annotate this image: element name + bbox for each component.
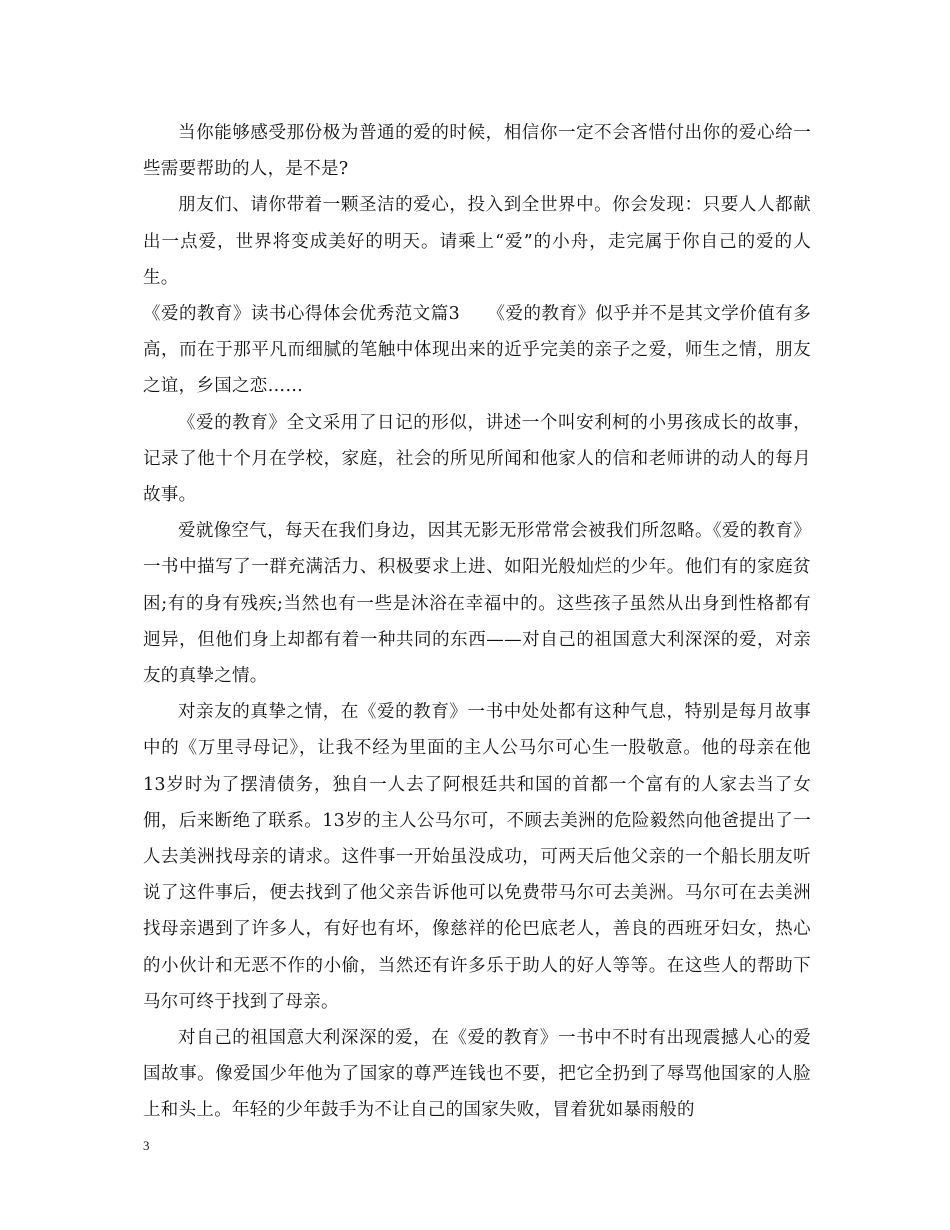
document-body [143, 115, 811, 1129]
paragraph-4: 《爱的教育》全文采用了日记的形似，讲述一个叫安利柯的小男孩成长的故事，记录了他十个月在学校，家庭，社会的所见所闻和他家人的信和老师讲的动人的每月故事。 [143, 412, 811, 506]
paragraph-7: 对自己的祖国意大利深深的爱，在《爱的教育》一书中不时有出现震撼人心的爱国故事。像爱国少年他为了国家的尊严连钱也不要，把它全扔到了辱骂他国家的人脸上和头上。年轻的少年鼓手为不让自己的国家失败，冒着犹如暴雨般的 [143, 1028, 811, 1121]
paragraph-6: 对亲友的真挚之情，在《爱的教育》一书中处处都有这种气息，特别是每月故事中的《万里寻母记》，让我不经为里面的主人公马尔可心生一股敬意。他的母亲在他13岁时为了摆清债务，独自一人去了阿根廷共和国的首都一个富有的人家去当了女佣，后来断绝了联系。13岁的主人公马尔可，不顾去美洲的危险毅然向他爸提出了一人去美洲找母亲的请求。这件事一开始虽没成功，可两天后他父亲的一个船长朋友听说了这件事后，便去找到了他父亲告诉他可以免费带马尔可去美洲。马尔可在去美洲找母亲遇到了许多人，有好也有坏，像慈祥的伦巴底老人，善良的西班牙妇女，热心的小伙计和无恶不作的小偷，当然还有许多乐于助人的好人等等。在这些人的帮助下马尔可终于找到了母亲。 [143, 702, 811, 1012]
paragraph-3-heading: 《爱的教育》读书心得体会优秀范文篇3 《爱的教育》似乎并不是其文学价值有多高，而在于那平凡而细腻的笔触中体现出来的近乎完美的亲子之爱，师生之情，朋友之谊，乡国之恋…… [143, 304, 811, 397]
page-number: 3 [143, 1138, 150, 1153]
paragraph-1: 当你能够感受那份极为普通的爱的时候，相信你一定不会吝惜付出你的爱心给一些需要帮助的人，是不是? [143, 123, 811, 180]
paragraph-2: 朋友们、请你带着一颗圣洁的爱心，投入到全世界中。你会发现：只要人人都献出一点爱，世界将变成美好的明天。请乘上“爱”的小舟，走完属于你自己的爱的人生。 [143, 195, 811, 288]
paragraph-5: 爱就像空气，每天在我们身边，因其无影无形常常会被我们所忽略。《爱的教育》一书中描写了一群充满活力、积极要求上进、如阳光般灿烂的少年。他们有的家庭贫困;有的身有残疾;当然也有一些是沐浴在幸福中的。这些孩子虽然从出身到性格都有迥异，但他们身上却都有着一种共同的东西——对自己的祖国意大利深深的爱，对亲友的真挚之情。 [143, 521, 811, 687]
